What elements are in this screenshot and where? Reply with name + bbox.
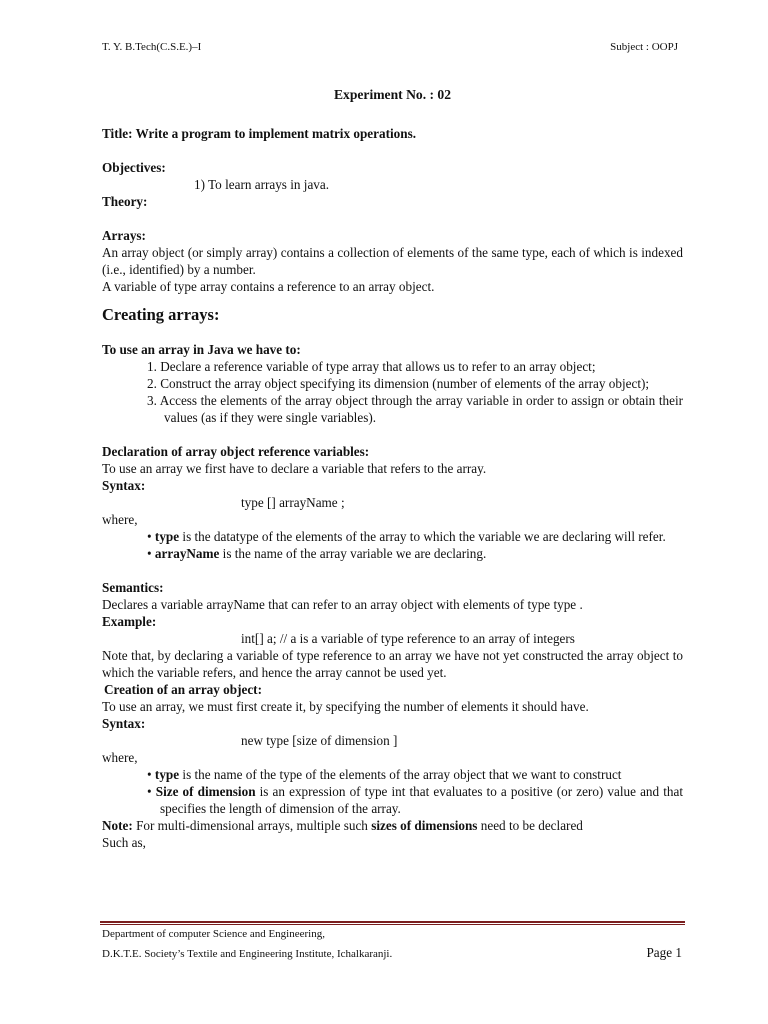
creating-arrays-heading: Creating arrays: (102, 305, 220, 324)
declaration-heading: Declaration of array object reference variables: (102, 444, 370, 459)
footer-divider (100, 921, 685, 923)
declaration-syntax: type [] arrayName ; (241, 495, 345, 510)
creation-heading: Creation of an array object: (104, 682, 262, 697)
semantics-paragraph: Declares a variable arrayName that can refer to an array object with elements of type type . (102, 597, 583, 612)
use-array-list (102, 358, 683, 426)
arrays-paragraph-2: A variable of type array contains a reference to an array object. (102, 279, 435, 294)
declaration-bullets (102, 528, 683, 562)
list-item: • type is the datatype of the elements of the array to which the variable we are declaring will refer. (147, 529, 666, 544)
page-number: Page 1 (646, 945, 682, 960)
list-item: 3. Access the elements of the array object through the array variable in order to assign or obtain their values (as if they were single variables). (147, 393, 683, 425)
semantics-heading: Semantics: (102, 580, 164, 595)
bullet-text: is the name of the type of the elements of the array object that we want to construct (179, 767, 622, 782)
header-course: T. Y. B.Tech(C.S.E.)–I (102, 41, 202, 53)
footer-institute: D.K.T.E. Society’s Textile and Engineering Institute, Ichalkaranji. (102, 948, 393, 960)
note-bold-term: sizes of dimensions (371, 818, 478, 833)
creation-paragraph: To use an array, we must first create it, by specifying the number of elements it should have. (102, 699, 589, 714)
document-body (102, 86, 683, 851)
where-label: where, (102, 512, 138, 527)
arrays-heading: Arrays: (102, 228, 146, 243)
declaration-paragraph: To use an array we first have to declare a variable that refers to the array. (102, 461, 487, 476)
bullet-term: type (154, 529, 180, 544)
creation-bullets (102, 766, 683, 817)
use-array-heading: To use an array in Java we have to: (102, 342, 301, 357)
experiment-heading: Experiment No. : 02 (333, 87, 452, 102)
footer-department: Department of computer Science and Engineering, (102, 928, 325, 940)
theory-heading: Theory: (102, 194, 148, 209)
header-subject: Subject : OOPJ (610, 41, 678, 53)
syntax-label: Syntax: (102, 716, 146, 731)
bullet-term: type (154, 767, 180, 782)
list-item: • arrayName is the name of the array variable we are declaring. (147, 546, 487, 561)
list-item: • Size of dimension is an expression of type int that evaluates to a positive (or zero) value and that specifies the length of dimension of the array. (147, 784, 683, 816)
document-title: Title: Write a program to implement matrix operations. (102, 126, 417, 141)
note-text: need to be declared (477, 818, 583, 833)
example-code: int[] a; // a is a variable of type reference to an array of integers (241, 631, 575, 646)
note-multidim (102, 817, 683, 834)
objectives-heading: Objectives: (102, 160, 166, 175)
bullet-text: is an expression of type int that evaluates to a positive (or zero) value and that specifies the length of dimension of the array. (160, 784, 683, 816)
bullet-text: is the name of the array variable we are declaring. (219, 546, 487, 561)
note-label: Note: (102, 818, 133, 833)
example-label: Example: (102, 614, 157, 629)
list-item: 2. Construct the array object specifying its dimension (number of elements of the array object); (147, 376, 650, 391)
note-paragraph: Note that, by declaring a variable of type reference to an array we have not yet constructed the array object to which the variable refers, and hence the array cannot be used yet. (102, 648, 683, 680)
note-text: For multi-dimensional arrays, multiple such (132, 818, 372, 833)
bullet-term: arrayName (154, 546, 220, 561)
where-label: where, (102, 750, 138, 765)
objective-item: 1) To learn arrays in java. (194, 177, 330, 192)
bullet-term: Size of dimension (155, 784, 256, 799)
bullet-text: is the datatype of the elements of the array to which the variable we are declaring will refer. (179, 529, 666, 544)
list-item: • type is the name of the type of the elements of the array object that we want to construct (147, 767, 622, 782)
list-item: 1. Declare a reference variable of type array that allows us to refer to an array object; (147, 359, 596, 374)
syntax-label: Syntax: (102, 478, 146, 493)
footer-divider (100, 924, 685, 925)
such-as-text: Such as, (102, 835, 146, 850)
creation-syntax: new type [size of dimension ] (241, 733, 398, 748)
arrays-paragraph: An array object (or simply array) contains a collection of elements of the same type, each of which is indexed (i.e., identified) by a number. (102, 245, 683, 277)
